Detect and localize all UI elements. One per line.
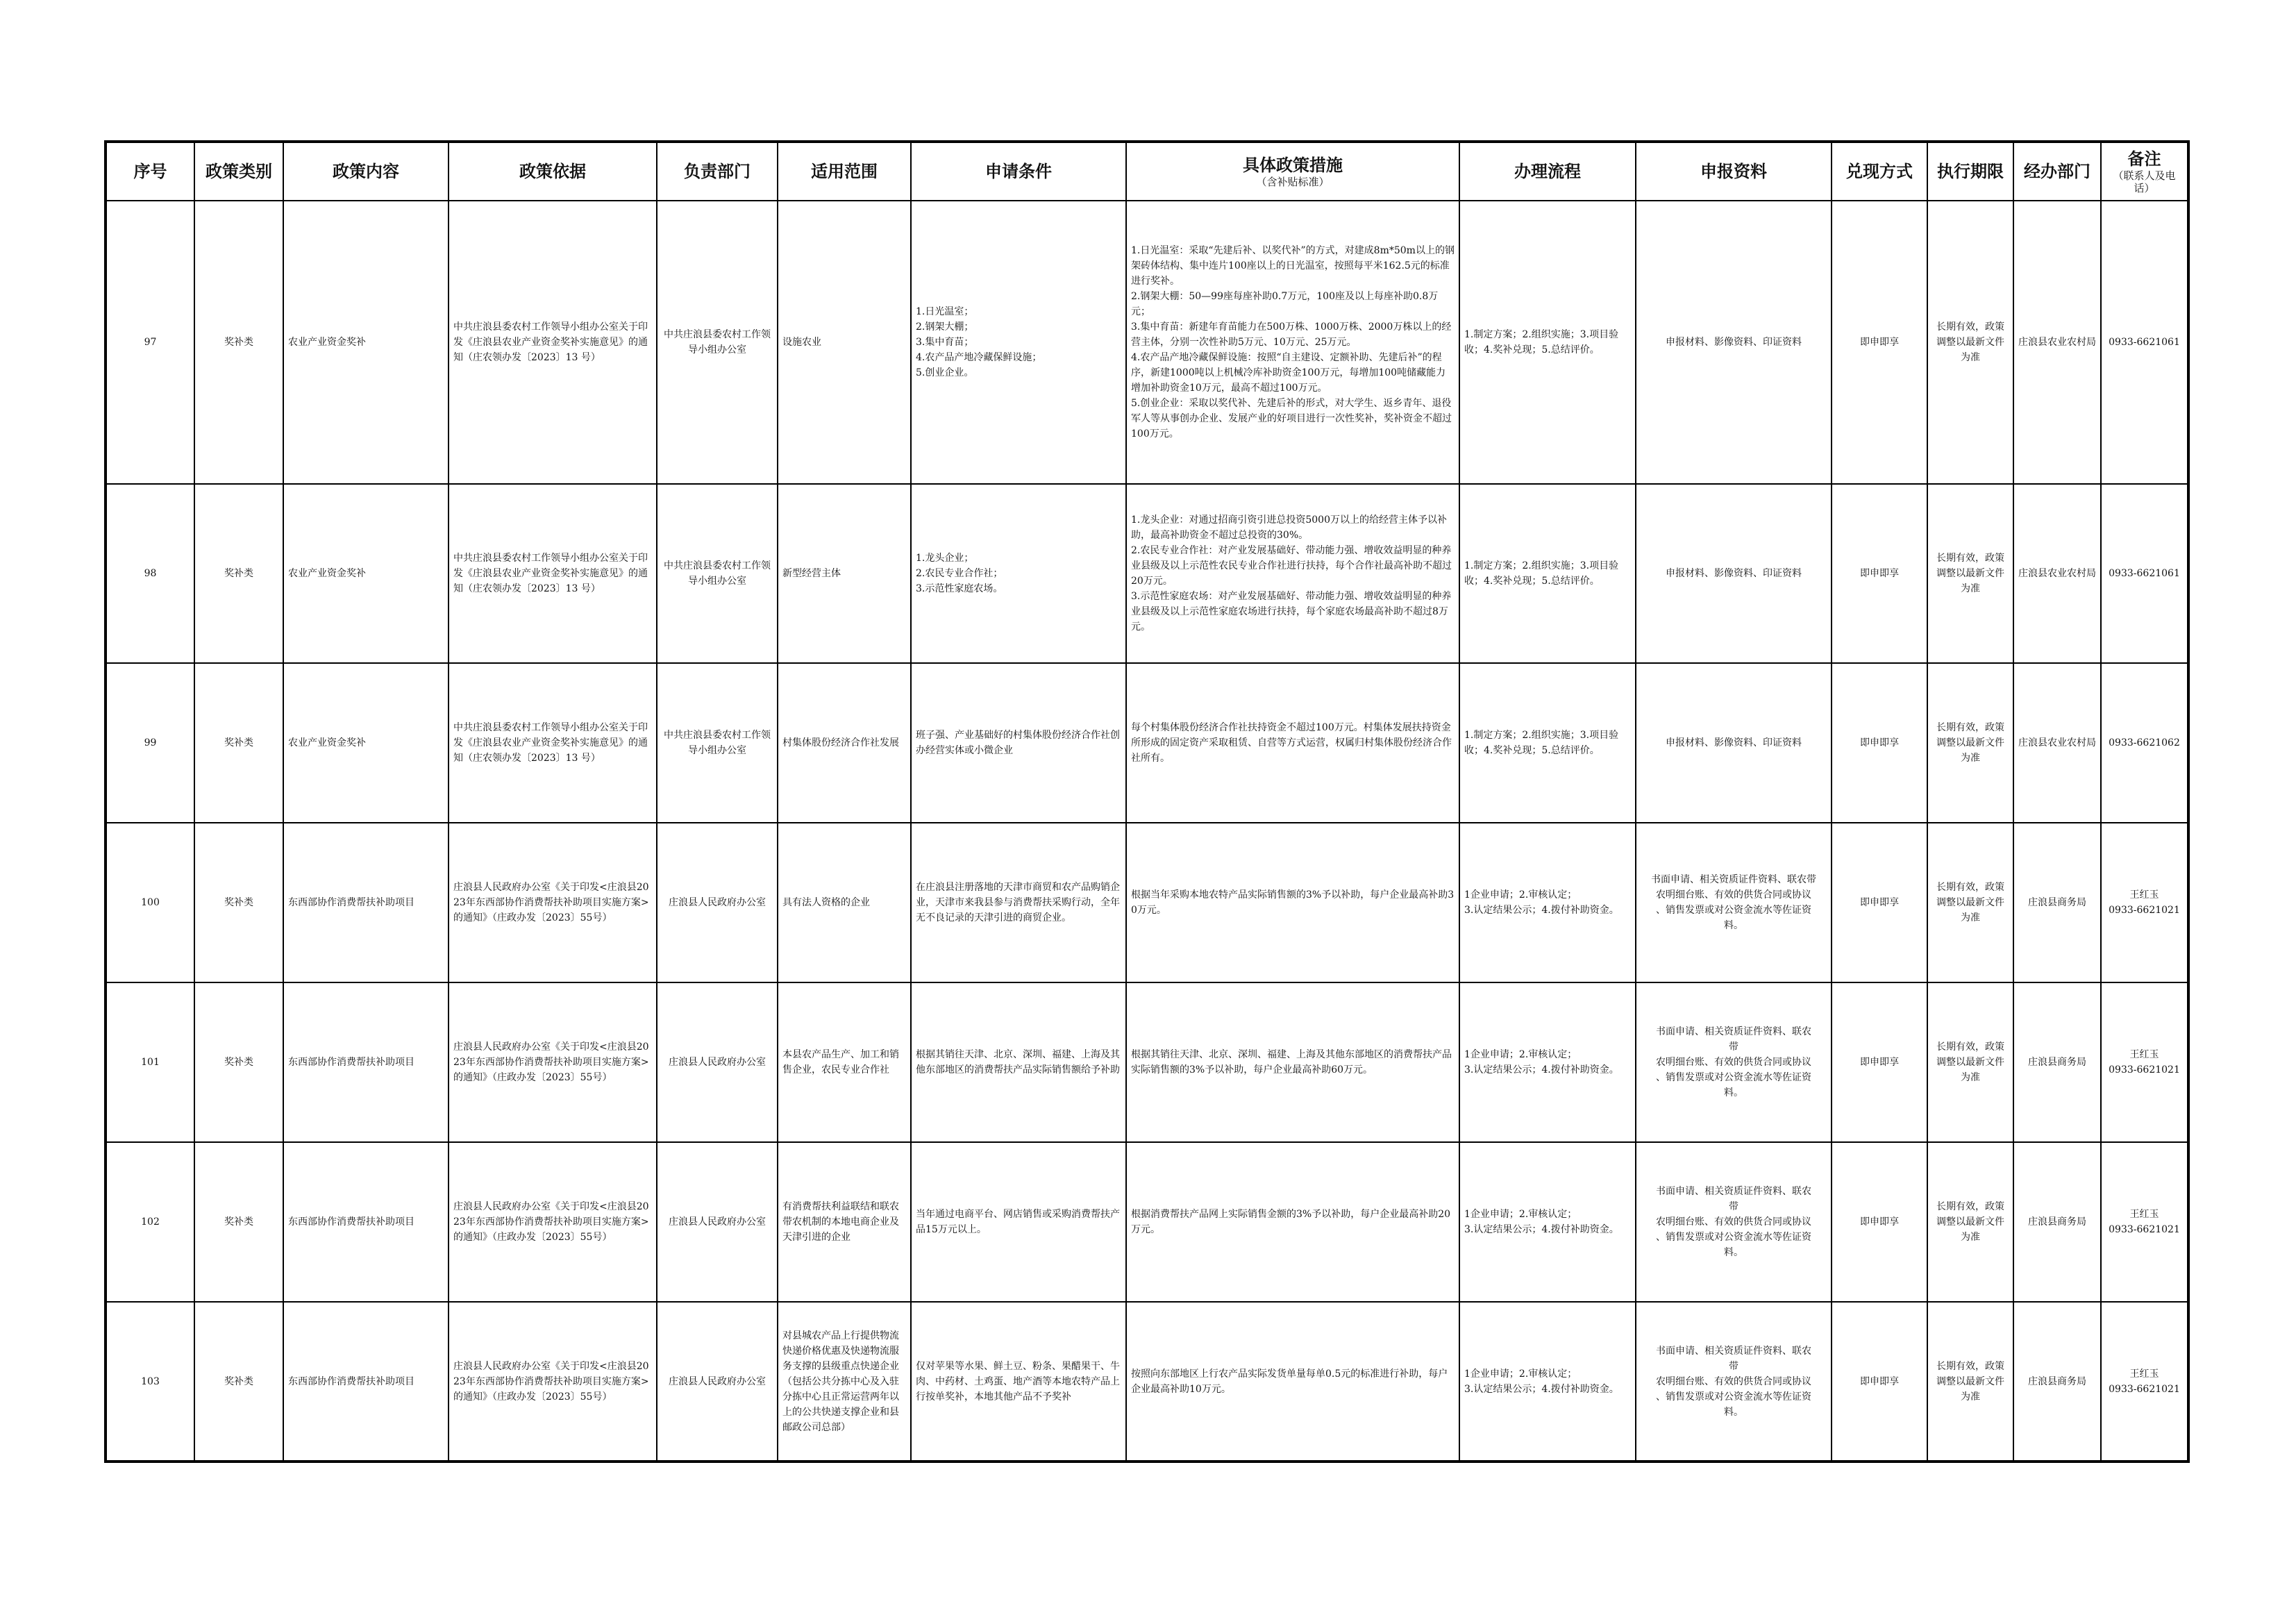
- cell-condition-line: 3.示范性家庭农场。: [916, 583, 1003, 594]
- cell-period: 长期有效，政策调整以最新文件为准: [1927, 982, 2013, 1142]
- cell-materials: [1636, 663, 1832, 823]
- cell-content: 东西部协作消费帮扶补助项目: [283, 1142, 449, 1302]
- cell-measures: [1126, 201, 1459, 484]
- cell-process: [1459, 663, 1636, 823]
- cell-process: [1459, 201, 1636, 484]
- cell-remark-line: 0933-6621021: [2109, 1224, 2180, 1235]
- cell-materials: [1636, 823, 1832, 982]
- header-category: 政策类别: [194, 142, 283, 201]
- cell-process-line: 3.认定结果公示；4.拨付补助资金。: [1464, 1224, 1619, 1235]
- cell-dept: 庄浪县人民政府办公室: [657, 982, 778, 1142]
- cell-period: 长期有效，政策调整以最新文件为准: [1927, 201, 2013, 484]
- cell-process-line: 3.认定结果公示；4.拨付补助资金。: [1464, 905, 1619, 916]
- cell-agency: 庄浪县农业农村局: [2013, 663, 2101, 823]
- cell-condition-line: 5.创业企业。: [916, 367, 974, 378]
- cell-materials-line: 书面申请、相关资质证件资料、联农带: [1651, 874, 1816, 885]
- cell-materials-line: 农明细台账、有效的供货合同或协议: [1656, 1216, 1811, 1228]
- cell-materials-line: 料。: [1724, 1087, 1743, 1098]
- cell-measures-line: 3.示范性家庭农场：对产业发展基础好、带动能力强、增收效益明显的种养业县级及以上示范性家庭农场进行扶持，每个家庭农场最高补助不超过8万元。: [1131, 591, 1452, 633]
- table-row: [106, 1142, 2188, 1302]
- cell-category: 奖补类: [194, 663, 283, 823]
- cell-period: 长期有效，政策调整以最新文件为准: [1927, 1142, 2013, 1302]
- cell-seq: 102: [106, 1142, 194, 1302]
- header-agency: 经办部门: [2013, 142, 2101, 201]
- cell-materials: [1636, 982, 1832, 1142]
- header-row: [106, 142, 2188, 201]
- cell-basis: 庄浪县人民政府办公室《关于印发<庄浪县2023年东西部协作消费帮扶补助项目实施方案>的通知》（庄政办发〔2023〕55号）: [449, 1302, 657, 1462]
- cell-basis: 中共庄浪县委农村工作领导小组办公室关于印发《庄浪县农业产业资金奖补实施意见》的通知（庄农领办发〔2023〕13 号）: [449, 201, 657, 484]
- cell-condition-line: 1.日光温室；: [916, 306, 974, 317]
- cell-redeem: 即申即享: [1832, 1142, 1927, 1302]
- cell-remark-line: 王红玉: [2129, 1209, 2159, 1220]
- cell-period: 长期有效，政策调整以最新文件为准: [1927, 484, 2013, 663]
- cell-measures-line: 根据消费帮扶产品网上实际销售金额的3%予以补助，每户企业最高补助20万元。: [1131, 1209, 1451, 1235]
- cell-measures: [1126, 663, 1459, 823]
- cell-process-line: 1.制定方案；2.组织实施；3.项目验收；4.奖补兑现；5.总结评价。: [1464, 730, 1619, 756]
- cell-dept: 庄浪县人民政府办公室: [657, 823, 778, 982]
- cell-agency: 庄浪县商务局: [2013, 1142, 2101, 1302]
- cell-remark: [2101, 982, 2188, 1142]
- header-remark-title: 备注: [2127, 149, 2161, 169]
- cell-category: 奖补类: [194, 1142, 283, 1302]
- cell-remark: [2101, 1302, 2188, 1462]
- table-row: [106, 484, 2188, 663]
- table-row: [106, 663, 2188, 823]
- cell-process-line: 1企业申请；2.审核认定；: [1464, 1209, 1577, 1220]
- cell-condition-line: 1.龙头企业；: [916, 553, 974, 564]
- cell-process-line: 1.制定方案；2.组织实施；3.项目验收；4.奖补兑现；5.总结评价。: [1464, 560, 1619, 587]
- cell-materials-line: 书面申请、相关资质证件资料、联农: [1656, 1026, 1811, 1037]
- cell-condition: [911, 982, 1126, 1142]
- cell-condition: [911, 823, 1126, 982]
- cell-seq: 98: [106, 484, 194, 663]
- header-remark: [2101, 142, 2188, 201]
- cell-measures-line: 根据当年采购本地农特产品实际销售额的3%予以补助，每户企业最高补助30万元。: [1131, 889, 1455, 916]
- table-row: [106, 201, 2188, 484]
- cell-materials-line: 带: [1729, 1360, 1738, 1372]
- cell-content: 农业产业资金奖补: [283, 663, 449, 823]
- cell-remark-line: 0933-6621062: [2109, 737, 2180, 748]
- cell-process-line: 1企业申请；2.审核认定；: [1464, 1049, 1577, 1060]
- table-body: [106, 201, 2188, 1462]
- cell-condition: [911, 663, 1126, 823]
- header-measures: [1126, 142, 1459, 201]
- cell-materials-line: 申报材料、影像资料、印证资料: [1666, 737, 1802, 748]
- cell-materials-line: 农明细台账、有效的供货合同或协议: [1656, 889, 1811, 901]
- cell-scope: 具有法人资格的企业: [778, 823, 911, 982]
- cell-process: [1459, 982, 1636, 1142]
- cell-measures: [1126, 484, 1459, 663]
- cell-scope: 对县城农产品上行提供物流快递价格优惠及快递物流服务支撑的县级重点快递企业（包括公共分拣中心及入驻分拣中心且正常运营两年以上的公共快递支撑企业和县邮政公司总部）: [778, 1302, 911, 1462]
- cell-measures-line: 4.农产品产地冷藏保鲜设施：按照“自主建设、定额补助、先建后补”的程序，新建1000吨以上机械冷库补助资金100万元，每增加100吨储藏能力增加补助资金10万元，最高不超过100万元。: [1131, 352, 1446, 394]
- cell-redeem: 即申即享: [1832, 201, 1927, 484]
- cell-measures: [1126, 1142, 1459, 1302]
- cell-scope: 村集体股份经济合作社发展: [778, 663, 911, 823]
- header-measures-title: 具体政策措施: [1243, 156, 1343, 175]
- cell-redeem: 即申即享: [1832, 982, 1927, 1142]
- header-materials: 申报资料: [1636, 142, 1832, 201]
- cell-measures-line: 3.集中育苗：新建年育苗能力在500万株、1000万株、2000万株以上的经营主体，分别一次性补助5万元、10万元、25万元。: [1131, 321, 1452, 348]
- cell-redeem: 即申即享: [1832, 823, 1927, 982]
- cell-process: [1459, 1302, 1636, 1462]
- cell-seq: 101: [106, 982, 194, 1142]
- cell-agency: 庄浪县商务局: [2013, 823, 2101, 982]
- cell-remark-line: 0933-6621061: [2109, 568, 2180, 579]
- cell-materials-line: 料。: [1724, 920, 1743, 931]
- cell-dept: 中共庄浪县委农村工作领导小组办公室: [657, 201, 778, 484]
- cell-basis: 庄浪县人民政府办公室《关于印发<庄浪县2023年东西部协作消费帮扶补助项目实施方案>的通知》（庄政办发〔2023〕55号）: [449, 1142, 657, 1302]
- cell-measures-line: 按照向东部地区上行农产品实际发货单量每单0.5元的标准进行补助，每户企业最高补助10万元。: [1131, 1368, 1448, 1395]
- cell-materials-line: 农明细台账、有效的供货合同或协议: [1656, 1375, 1811, 1387]
- cell-condition-line: 3.集中育苗；: [916, 337, 974, 348]
- cell-materials-line: 书面申请、相关资质证件资料、联农: [1656, 1186, 1811, 1197]
- cell-remark: [2101, 823, 2188, 982]
- cell-measures-line: 根据其销往天津、北京、深圳、福建、上海及其他东部地区的消费帮扶产品实际销售额的3%予以补助，每户企业最高补助60万元。: [1131, 1049, 1452, 1075]
- cell-scope: 本县农产品生产、加工和销售企业，农民专业合作社: [778, 982, 911, 1142]
- cell-materials-line: 申报材料、影像资料、印证资料: [1666, 337, 1802, 348]
- cell-category: 奖补类: [194, 201, 283, 484]
- cell-materials: [1636, 201, 1832, 484]
- cell-condition-line: 4.农产品产地冷藏保鲜设施；: [916, 352, 1042, 363]
- cell-content: 农业产业资金奖补: [283, 201, 449, 484]
- cell-category: 奖补类: [194, 823, 283, 982]
- cell-materials-line: 料。: [1724, 1406, 1743, 1418]
- cell-condition-line: 2.钢架大棚；: [916, 321, 974, 333]
- cell-content: 东西部协作消费帮扶补助项目: [283, 823, 449, 982]
- cell-seq: 100: [106, 823, 194, 982]
- cell-redeem: 即申即享: [1832, 484, 1927, 663]
- cell-process-line: 1企业申请；2.审核认定；: [1464, 1368, 1577, 1380]
- header-seq: 序号: [106, 142, 194, 201]
- cell-materials-line: 、销售发票或对公资金流水等佐证资: [1656, 1072, 1811, 1083]
- cell-basis: 中共庄浪县委农村工作领导小组办公室关于印发《庄浪县农业产业资金奖补实施意见》的通知（庄农领办发〔2023〕13 号）: [449, 663, 657, 823]
- cell-agency: 庄浪县农业农村局: [2013, 484, 2101, 663]
- cell-content: 东西部协作消费帮扶补助项目: [283, 1302, 449, 1462]
- cell-basis: 庄浪县人民政府办公室《关于印发<庄浪县2023年东西部协作消费帮扶补助项目实施方案>的通知》（庄政办发〔2023〕55号）: [449, 982, 657, 1142]
- table-row: [106, 1302, 2188, 1462]
- cell-condition: [911, 1142, 1126, 1302]
- cell-measures: [1126, 1302, 1459, 1462]
- cell-materials-line: 料。: [1724, 1247, 1743, 1258]
- cell-redeem: 即申即享: [1832, 1302, 1927, 1462]
- cell-condition-line: 在庄浪县注册落地的天津市商贸和农产品购销企业，天津市来我县参与消费帮扶采购行动，全年无不良记录的天津引进的商贸企业。: [916, 882, 1120, 923]
- cell-materials-line: 、销售发票或对公资金流水等佐证资: [1656, 1232, 1811, 1243]
- cell-category: 奖补类: [194, 982, 283, 1142]
- cell-seq: 97: [106, 201, 194, 484]
- cell-remark-line: 0933-6621021: [2109, 905, 2180, 916]
- header-process: 办理流程: [1459, 142, 1636, 201]
- cell-process-line: 3.认定结果公示；4.拨付补助资金。: [1464, 1383, 1619, 1395]
- header-dept: 负责部门: [657, 142, 778, 201]
- cell-measures-line: 5.创业企业：采取以奖代补、先建后补的形式，对大学生、返乡青年、退役军人等从事创办企业、发展产业的好项目进行一次性奖补，奖补资金不超过100万元。: [1131, 398, 1452, 440]
- cell-period: 长期有效，政策调整以最新文件为准: [1927, 663, 2013, 823]
- cell-remark-line: 王红玉: [2129, 1368, 2159, 1380]
- cell-materials: [1636, 484, 1832, 663]
- cell-remark: [2101, 1142, 2188, 1302]
- cell-seq: 99: [106, 663, 194, 823]
- cell-dept: 中共庄浪县委农村工作领导小组办公室: [657, 663, 778, 823]
- cell-materials-line: 、销售发票或对公资金流水等佐证资: [1656, 905, 1811, 916]
- cell-process: [1459, 484, 1636, 663]
- cell-basis: 中共庄浪县委农村工作领导小组办公室关于印发《庄浪县农业产业资金奖补实施意见》的通知（庄农领办发〔2023〕13 号）: [449, 484, 657, 663]
- cell-materials-line: 农明细台账、有效的供货合同或协议: [1656, 1057, 1811, 1068]
- cell-measures-line: 每个村集体股份经济合作社扶持资金不超过100万元。村集体发展扶持资金所形成的固定资产采取租赁、自营等方式运营，权属归村集体股份经济合作社所有。: [1131, 722, 1452, 764]
- cell-remark-line: 0933-6621061: [2109, 337, 2180, 348]
- cell-category: 奖补类: [194, 1302, 283, 1462]
- cell-condition-line: 仅对苹果等水果、鲜土豆、粉条、果醋果干、牛肉、中药材、土鸡蛋、地产酒等本地农特产品上行按单奖补，本地其他产品不予奖补: [916, 1360, 1120, 1403]
- cell-materials-line: 申报材料、影像资料、印证资料: [1666, 568, 1802, 579]
- cell-condition-line: 根据其销往天津、北京、深圳、福建、上海及其他东部地区的消费帮扶产品实际销售额给予补助: [916, 1049, 1120, 1075]
- table-row: [106, 982, 2188, 1142]
- cell-category: 奖补类: [194, 484, 283, 663]
- cell-agency: 庄浪县农业农村局: [2013, 201, 2101, 484]
- cell-materials: [1636, 1302, 1832, 1462]
- cell-materials-line: 带: [1729, 1201, 1738, 1212]
- cell-remark: [2101, 484, 2188, 663]
- cell-basis: 庄浪县人民政府办公室《关于印发<庄浪县2023年东西部协作消费帮扶补助项目实施方案>的通知》（庄政办发〔2023〕55号）: [449, 823, 657, 982]
- table-row: [106, 823, 2188, 982]
- cell-period: 长期有效，政策调整以最新文件为准: [1927, 1302, 2013, 1462]
- cell-remark-line: 王红玉: [2129, 889, 2159, 901]
- policy-table: [104, 140, 2190, 1463]
- cell-seq: 103: [106, 1302, 194, 1462]
- cell-agency: 庄浪县商务局: [2013, 1302, 2101, 1462]
- cell-measures: [1126, 982, 1459, 1142]
- cell-process: [1459, 823, 1636, 982]
- cell-process-line: 1.制定方案；2.组织实施；3.项目验收；4.奖补兑现；5.总结评价。: [1464, 329, 1619, 355]
- cell-dept: 庄浪县人民政府办公室: [657, 1302, 778, 1462]
- cell-measures: [1126, 823, 1459, 982]
- cell-process-line: 3.认定结果公示；4.拨付补助资金。: [1464, 1064, 1619, 1075]
- header-period: 执行期限: [1927, 142, 2013, 201]
- cell-scope: 新型经营主体: [778, 484, 911, 663]
- cell-redeem: 即申即享: [1832, 663, 1927, 823]
- header-content: 政策内容: [283, 142, 449, 201]
- cell-remark-line: 0933-6621021: [2109, 1064, 2180, 1075]
- cell-materials-line: 、销售发票或对公资金流水等佐证资: [1656, 1391, 1811, 1403]
- header-measures-sub: （含补贴标准）: [1256, 176, 1330, 188]
- cell-condition-line: 当年通过电商平台、网店销售或采购消费帮扶产品15万元以上。: [916, 1209, 1120, 1235]
- cell-period: 长期有效，政策调整以最新文件为准: [1927, 823, 2013, 982]
- cell-remark-line: 0933-6621021: [2109, 1383, 2180, 1395]
- cell-content: 东西部协作消费帮扶补助项目: [283, 982, 449, 1142]
- cell-remark-line: 王红玉: [2129, 1049, 2159, 1060]
- header-condition: 申请条件: [911, 142, 1126, 201]
- cell-condition: [911, 484, 1126, 663]
- cell-materials: [1636, 1142, 1832, 1302]
- cell-remark: [2101, 201, 2188, 484]
- cell-scope: 有消费帮扶利益联结和联农带农机制的本地电商企业及天津引进的企业: [778, 1142, 911, 1302]
- cell-condition: [911, 1302, 1126, 1462]
- cell-remark: [2101, 663, 2188, 823]
- cell-materials-line: 带: [1729, 1041, 1738, 1053]
- cell-measures-line: 2.农民专业合作社：对产业发展基础好、带动能力强、增收效益明显的种养业县级及以上示范性农民专业合作社进行扶持，每个合作社最高补助不超过20万元。: [1131, 545, 1452, 587]
- cell-dept: 中共庄浪县委农村工作领导小组办公室: [657, 484, 778, 663]
- header-remark-sub: （联系人及电话）: [2113, 169, 2176, 194]
- header-basis: 政策依据: [449, 142, 657, 201]
- cell-agency: 庄浪县商务局: [2013, 982, 2101, 1142]
- cell-condition: [911, 201, 1126, 484]
- cell-condition-line: 2.农民专业合作社；: [916, 568, 1003, 579]
- cell-materials-line: 书面申请、相关资质证件资料、联农: [1656, 1345, 1811, 1357]
- header-scope: 适用范围: [778, 142, 911, 201]
- cell-measures-line: 1.日光温室：采取“先建后补、以奖代补”的方式，对建成8m*50m以上的钢架砖体结构、集中连片100座以上的日光温室，按照每平米162.5元的标准进行奖补。: [1131, 245, 1455, 287]
- cell-process: [1459, 1142, 1636, 1302]
- header-redeem: 兑现方式: [1832, 142, 1927, 201]
- cell-process-line: 1企业申请；2.审核认定；: [1464, 889, 1577, 901]
- cell-measures-line: 1.龙头企业：对通过招商引资引进总投资5000万以上的给经营主体予以补助，最高补助资金不超过总投资的30%。: [1131, 514, 1447, 541]
- cell-content: 农业产业资金奖补: [283, 484, 449, 663]
- cell-scope: 设施农业: [778, 201, 911, 484]
- cell-condition-line: 班子强、产业基础好的村集体股份经济合作社创办经营实体或小微企业: [916, 730, 1120, 756]
- cell-dept: 庄浪县人民政府办公室: [657, 1142, 778, 1302]
- cell-measures-line: 2.钢架大棚：50—99座每座补助0.7万元，100座及以上每座补助0.8万元；: [1131, 291, 1439, 317]
